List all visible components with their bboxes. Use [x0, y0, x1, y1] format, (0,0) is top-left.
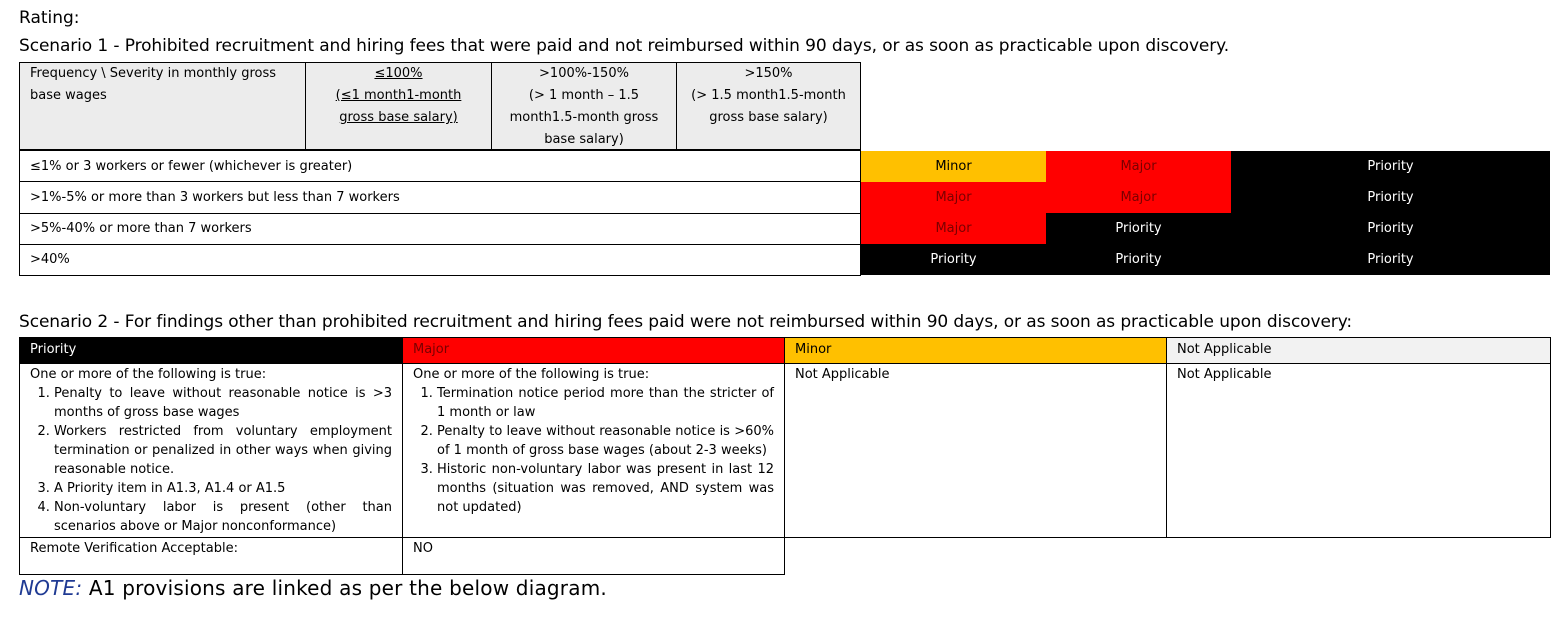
list-item: 2. Workers restricted from voluntary employment termination or penalized in other ways when giving reasonable notice. — [54, 422, 392, 479]
rating-cell-priority: Priority — [861, 244, 1046, 275]
row-label: >1%-5% or more than 3 workers but less than 7 workers — [19, 182, 861, 214]
s2-priority-criteria — [19, 363, 403, 538]
s2-header-minor: Minor — [784, 337, 1167, 364]
note-label: NOTE: — [19, 576, 83, 600]
s2-na-criteria — [1166, 363, 1551, 538]
header-col2-line2: (> 1 month – 1.5 — [528, 88, 640, 103]
row-label: ≤1% or 3 workers or fewer (whichever is greater) — [19, 150, 861, 182]
header-col3-line3: gross base salary) — [709, 110, 828, 125]
header-col1-line3: gross base salary) — [339, 110, 458, 125]
rating-cell-major: Major — [1046, 182, 1231, 213]
s2-major-intro: One or more of the following is true: — [413, 367, 650, 382]
row-label: >5%-40% or more than 7 workers — [19, 213, 861, 245]
s2-minor-text: Not Applicable — [795, 367, 890, 382]
rating-cell-major: Major — [1046, 151, 1231, 182]
s2-priority-intro: One or more of the following is true: — [30, 367, 267, 382]
s2-major-criteria — [402, 363, 785, 538]
header-col3-line1: >150% — [744, 66, 793, 81]
list-item: 1. Termination notice period more than the stricter of 1 month or law — [437, 384, 774, 422]
note — [19, 576, 607, 600]
list-item: 3. A Priority item in A1.3, A1.4 or A1.5 — [54, 479, 392, 498]
rating-label: Rating: — [19, 8, 80, 28]
list-item: 3. Historic non-voluntary labor was present in last 12 months (situation was removed, AND system was not updated) — [437, 460, 774, 517]
header-col2-line1: >100%-150% — [539, 66, 629, 81]
header-col3-line2: (> 1.5 month1.5-month — [691, 88, 846, 103]
s2-major-list — [413, 384, 774, 517]
header-frequency-severity — [19, 62, 306, 150]
header-col-gt150 — [676, 62, 861, 150]
s2-header-not-applicable: Not Applicable — [1166, 337, 1551, 364]
rating-cell-major: Major — [861, 182, 1046, 213]
s2-minor-criteria — [784, 363, 1167, 538]
s2-header-major: Major — [402, 337, 785, 364]
scenario1-title: Scenario 1 - Prohibited recruitment and hiring fees that were paid and not reimbursed within 90 days, or as soon as practicable upon discovery. — [19, 36, 1229, 56]
header-frequency-severity-text: Frequency \ Severity in monthly gross base wages — [30, 66, 277, 103]
list-item: 2. Penalty to leave without reasonable notice is >60% of 1 month of gross base wages (about 2-3 weeks) — [437, 422, 774, 460]
rating-cell-major: Major — [861, 213, 1046, 244]
row-label: >40% — [19, 244, 861, 276]
scenario2-title: Scenario 2 - For findings other than prohibited recruitment and hiring fees paid were not reimbursed within 90 days, or as soon as practicable upon discovery: — [19, 312, 1353, 332]
list-item: 1. Penalty to leave without reasonable notice is >3 months of gross base wages — [54, 384, 392, 422]
rating-cell-priority: Priority — [1231, 244, 1550, 275]
s2-header-priority: Priority — [19, 337, 403, 364]
rating-cell-priority: Priority — [1231, 182, 1550, 213]
s2-priority-list — [30, 384, 392, 536]
header-col2-line4: base salary) — [544, 132, 624, 147]
header-col-100-150 — [491, 62, 677, 150]
rating-cell-priority: Priority — [1231, 213, 1550, 244]
header-col1-line1: ≤100% — [374, 66, 423, 81]
remote-verification-value: NO — [402, 537, 785, 575]
header-col-le100 — [305, 62, 492, 150]
header-col2-line3: month1.5-month gross — [509, 110, 659, 125]
note-text: A1 provisions are linked as per the below diagram. — [82, 576, 607, 600]
s2-na-text: Not Applicable — [1177, 367, 1272, 382]
list-item: 4. Non-voluntary labor is present (other than scenarios above or Major nonconformance) — [54, 498, 392, 536]
rating-cell-priority: Priority — [1046, 213, 1231, 244]
rating-cell-priority: Priority — [1231, 151, 1550, 182]
header-col1-line2: (≤1 month1-month — [335, 88, 462, 103]
remote-verification-label: Remote Verification Acceptable: — [19, 537, 403, 575]
rating-cell-minor: Minor — [861, 151, 1046, 182]
rating-cell-priority: Priority — [1046, 244, 1231, 275]
